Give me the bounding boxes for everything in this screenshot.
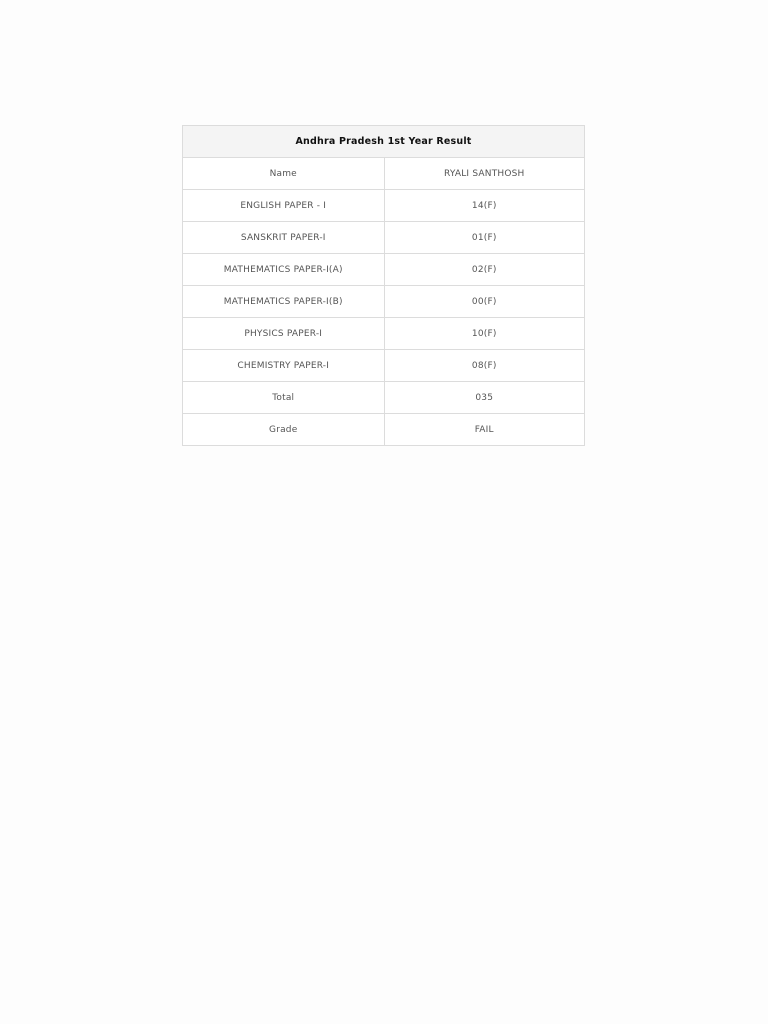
row-label: SANSKRIT PAPER-I <box>183 222 385 254</box>
table-row-chemistry <box>183 350 585 382</box>
table-row-grade <box>183 414 585 446</box>
table-title: Andhra Pradesh 1st Year Result <box>183 126 585 158</box>
row-value: 01(F) <box>384 222 585 254</box>
row-label: Grade <box>183 414 385 446</box>
row-label: CHEMISTRY PAPER-I <box>183 350 385 382</box>
table-row-sanskrit <box>183 222 585 254</box>
row-label: Name <box>183 158 385 190</box>
row-label: ENGLISH PAPER - I <box>183 190 385 222</box>
row-label: Total <box>183 382 385 414</box>
table-row-total <box>183 382 585 414</box>
row-label: PHYSICS PAPER-I <box>183 318 385 350</box>
grade-value: FAIL <box>384 414 585 446</box>
row-value: 00(F) <box>384 286 585 318</box>
table-row-name <box>183 158 585 190</box>
row-value: 10(F) <box>384 318 585 350</box>
row-value: 02(F) <box>384 254 585 286</box>
table-row-maths-1b <box>183 286 585 318</box>
result-table <box>182 125 585 446</box>
row-label: MATHEMATICS PAPER-I(A) <box>183 254 385 286</box>
table-title-row <box>183 126 585 158</box>
table-row-maths-1a <box>183 254 585 286</box>
row-value: 14(F) <box>384 190 585 222</box>
total-value: 035 <box>384 382 585 414</box>
row-value: 08(F) <box>384 350 585 382</box>
table-row-english <box>183 190 585 222</box>
row-label: MATHEMATICS PAPER-I(B) <box>183 286 385 318</box>
table-row-physics <box>183 318 585 350</box>
student-name-value: RYALI SANTHOSH <box>384 158 585 190</box>
